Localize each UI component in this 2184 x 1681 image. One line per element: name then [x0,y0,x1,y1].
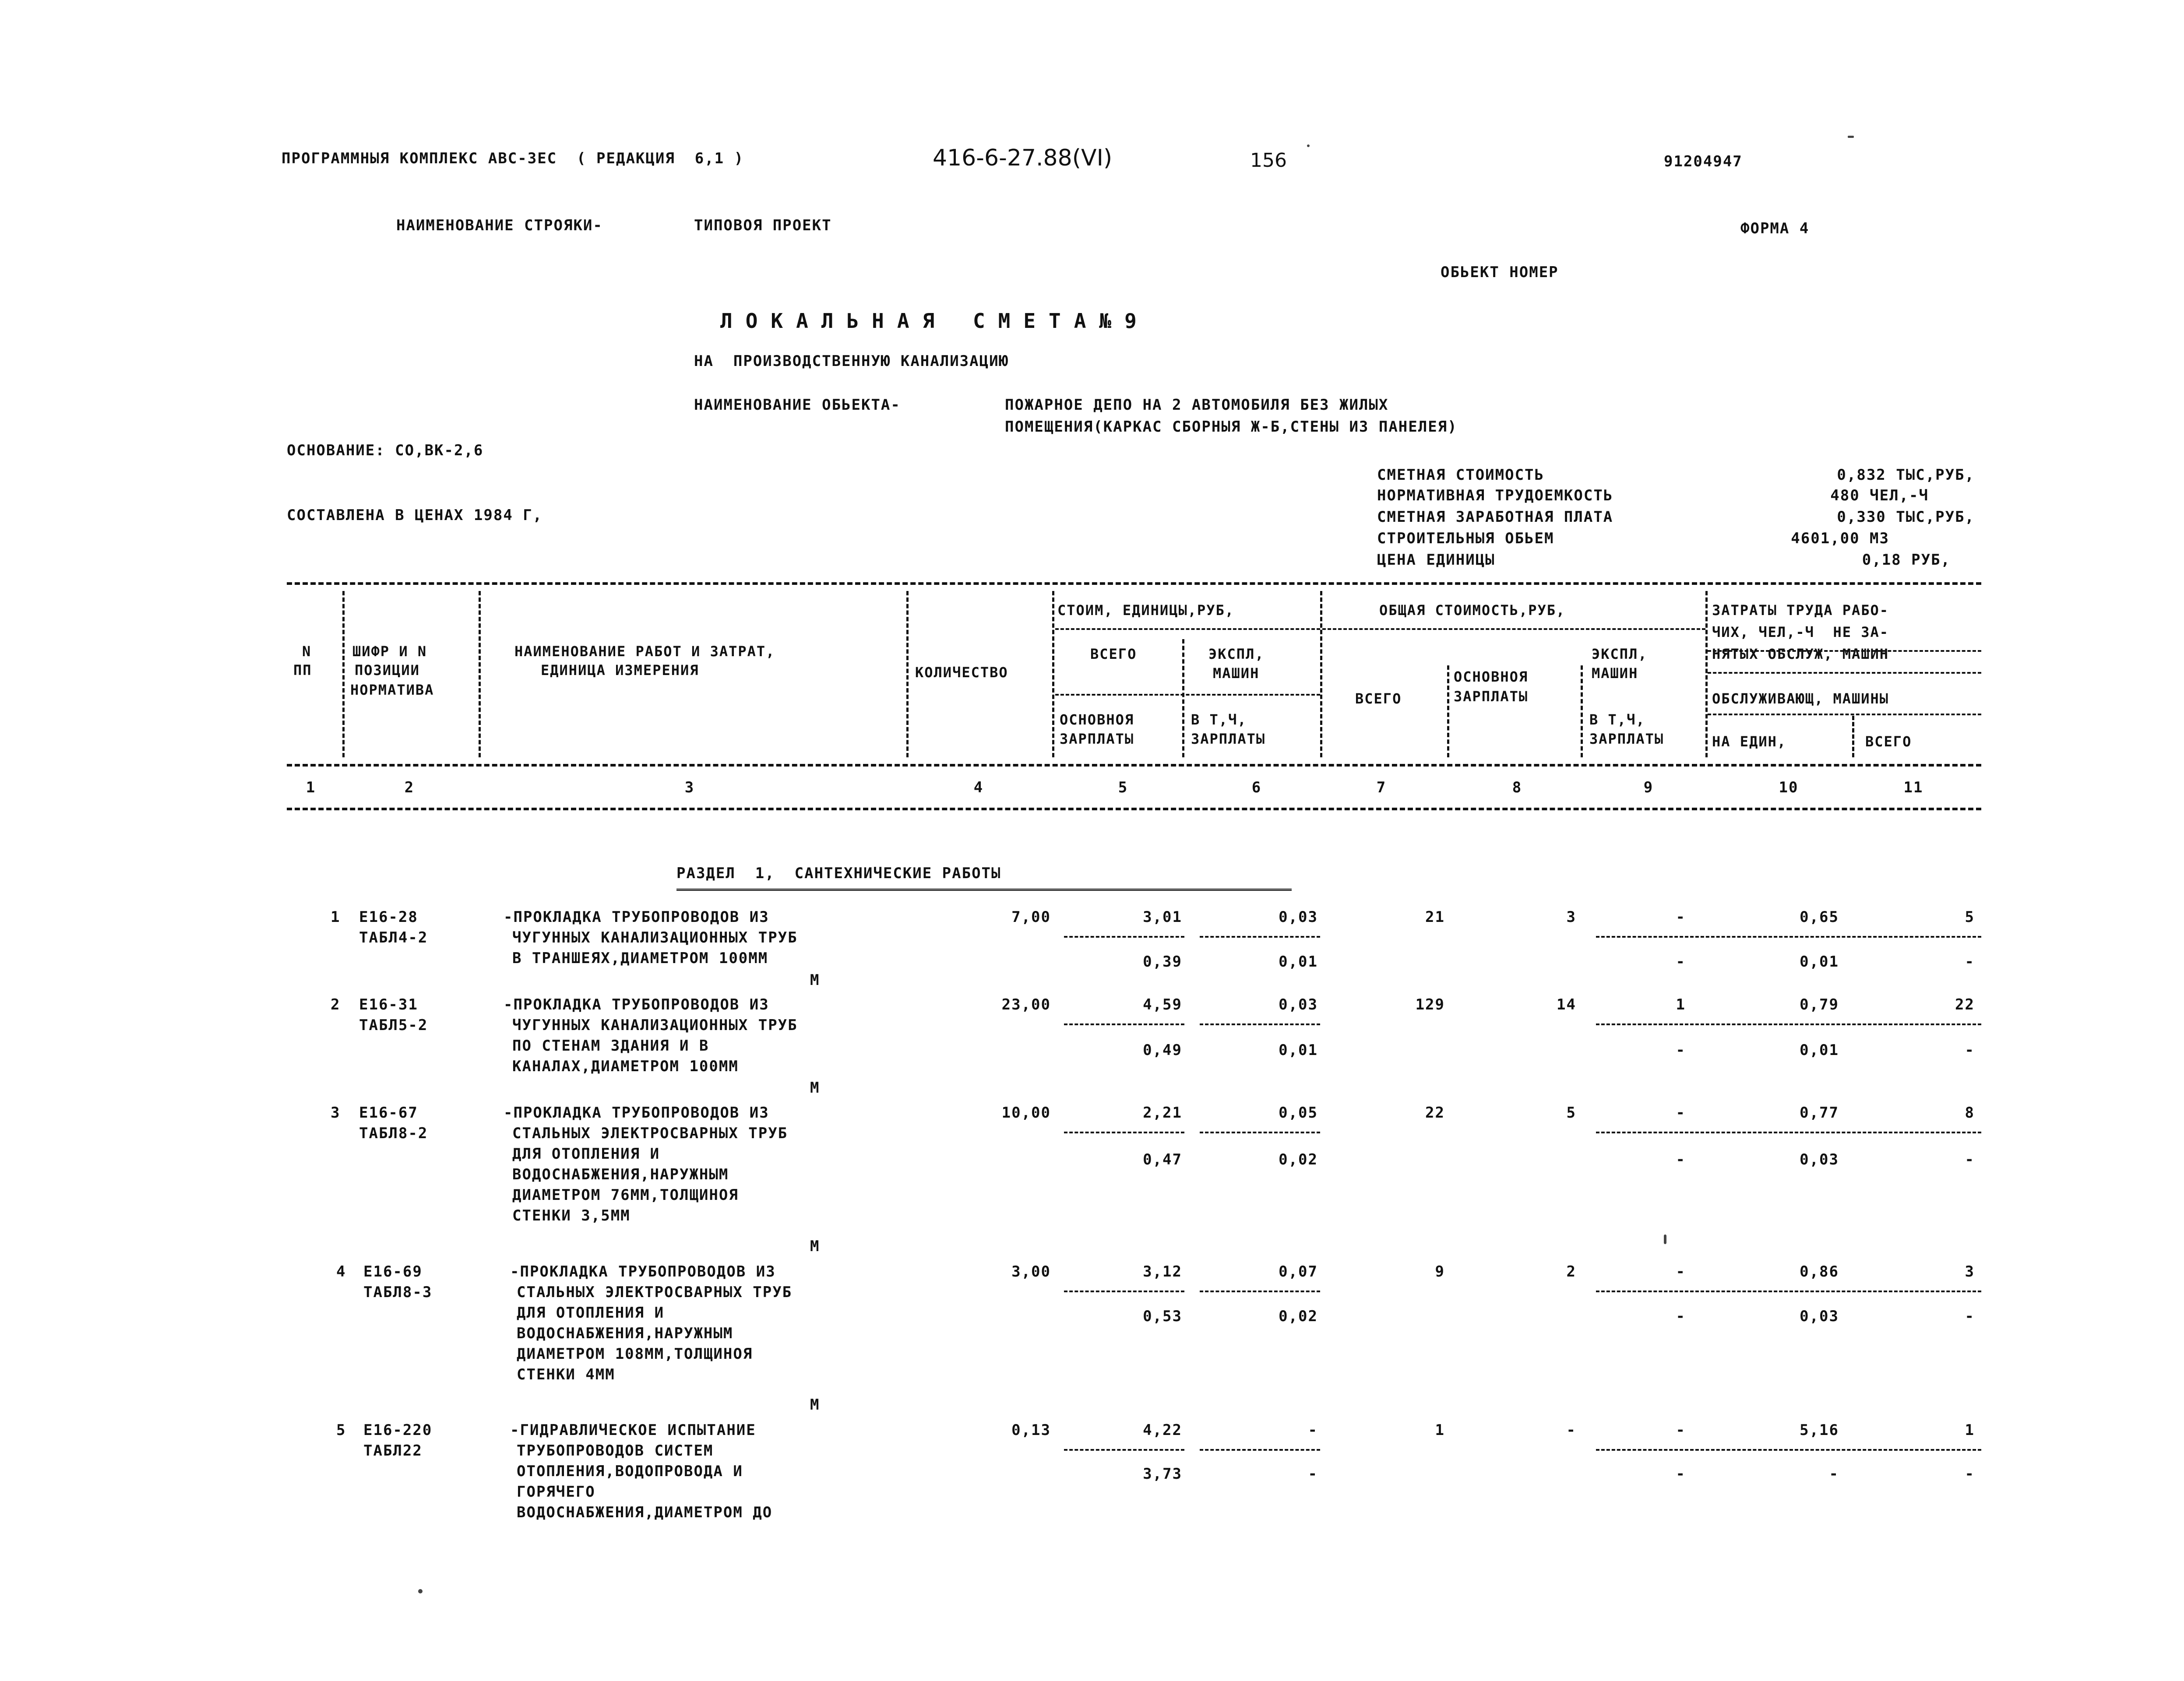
row-labor-total-machines: - [1965,1465,1975,1483]
row-unit-machines: 0,07 [1279,1263,1318,1280]
column-number: 6 [1251,779,1262,796]
section-underline [676,889,1292,891]
row-unit-base-wage: 0,47 [1143,1151,1182,1168]
header-subrule [1055,628,1320,630]
row-number: 1 [331,908,341,926]
column-number: 2 [404,779,415,796]
row-code: Е16-28 [359,908,418,926]
row-unit-incl-wage: 0,01 [1279,1041,1318,1059]
header-total-base-wage: ОСНОВНОЯ [1454,668,1529,685]
row-unit: М [810,971,820,989]
row-code: Е16-31 [359,996,418,1013]
row-unit-machines: 0,03 [1279,996,1318,1013]
summary-value: 0,832 ТЫС,РУБ, [1837,466,1975,484]
row-quantity: 23,00 [1001,996,1051,1013]
row-name: ВОДОСНАБЖЕНИЯ,ДИАМЕТРОМ ДО [517,1504,773,1521]
row-total-base-wage: 14 [1557,996,1576,1013]
row-code: Е16-220 [363,1421,433,1439]
header-unit-machines: МАШИН [1213,665,1260,682]
row-total: 22 [1425,1104,1445,1122]
row-labor-per-unit: 0,65 [1800,908,1839,926]
object-name-line2: ПОМЕЩЕНИЯ(КАРКАС СБОРНЫЯ Ж-Б,СТЕНЫ ИЗ ПАНЕЛЕЯ) [1005,418,1458,436]
summary-value: 0,330 ТЫС,РУБ, [1837,508,1975,526]
row-code: ТАБЛ5-2 [359,1016,428,1034]
row-labor-per-unit: 0,77 [1800,1104,1839,1122]
column-divider [906,591,909,757]
row-total-base-wage: - [1566,1421,1576,1439]
header-labor-total: ВСЕГО [1865,733,1912,750]
row-total-machines: - [1676,1421,1686,1439]
document-number: 91204947 [1664,153,1743,170]
object-name-label: НАИМЕНОВАНИЕ ОБЬЕКТА- [694,396,901,414]
row-rule [1200,1291,1320,1292]
row-number: 4 [336,1263,346,1280]
summary-label: НОРМАТИВНАЯ ТРУДОЕМКОСТЬ [1377,487,1613,504]
column-divider [342,591,345,757]
row-quantity: 0,13 [1011,1421,1051,1439]
estimate-title: ЛОКАЛЬНАЯ СМЕТА№9 [720,309,1150,333]
row-total: 129 [1415,996,1445,1013]
header-total-cost-group: ОБЩАЯ СТОИМОСТЬ,РУБ, [1379,602,1566,619]
row-unit-base-wage: 0,53 [1143,1308,1182,1325]
row-labor-per-unit-machines: 0,03 [1800,1308,1839,1325]
row-labor-total: 22 [1955,996,1975,1013]
estimate-basis: ОСНОВАНИЕ: СО,ВК-2,6 [287,442,484,459]
row-code: ТАБЛ8-3 [363,1284,433,1301]
summary-value: 0,18 РУБ, [1862,551,1951,569]
row-unit-machines: 0,03 [1279,908,1318,926]
row-name: ДИАМЕТРОМ 76ММ,ТОЛЩИНОЯ [512,1186,739,1204]
row-labor-per-unit: 0,86 [1800,1263,1839,1280]
row-name: В ТРАНШЕЯХ,ДИАМЕТРОМ 100ММ [512,950,768,967]
column-divider [1182,639,1184,757]
summary-label: СМЕТНАЯ ЗАРАБОТНАЯ ПЛАТА [1377,508,1613,526]
row-name: ДЛЯ ОТОПЛЕНИЯ И [517,1304,665,1322]
row-unit: М [810,1396,820,1414]
price-level: СОСТАВЛЕНА В ЦЕНАХ 1984 Г, [287,506,543,524]
row-rule [1064,1023,1184,1025]
row-name: -ПРОКЛАДКА ТРУБОПРОВОДОВ ИЗ [504,996,769,1013]
row-rule [1200,1449,1320,1451]
row-unit-machines: - [1308,1421,1318,1439]
header-col-n: N [302,643,312,660]
row-number: 5 [336,1421,346,1439]
column-number: 9 [1643,779,1654,796]
row-name: ЧУГУННЫХ КАНАЛИЗАЦИОННЫХ ТРУБ [512,1016,798,1034]
header-unit-incl-wage: ЗАРПЛАТЫ [1191,731,1266,747]
row-code: ТАБЛ8-2 [359,1125,428,1142]
header-subrule [1322,628,1705,630]
construction-value: ТИПОВОЯ ПРОЕКТ [694,217,832,234]
table-top-rule [287,582,1981,585]
object-number-label: ОБЬЕКТ НОМЕР [1441,264,1559,281]
row-labor-per-unit: 5,16 [1800,1421,1839,1439]
column-number: 1 [306,779,316,796]
header-total-all: ВСЕГО [1355,690,1402,707]
row-rule [1064,1291,1184,1292]
row-unit-base-wage: 3,73 [1143,1465,1182,1483]
row-rule [1200,1023,1320,1025]
header-total-incl-wage: В Т,Ч, [1589,711,1645,728]
row-code: Е16-67 [359,1104,418,1122]
row-labor-per-unit-machines: 0,01 [1800,1041,1839,1059]
row-labor-per-unit-machines: - [1829,1465,1839,1483]
row-unit-total: 4,59 [1143,996,1182,1013]
row-total-base-wage: 3 [1566,908,1576,926]
row-labor-total-machines: - [1965,1041,1975,1059]
object-name-line1: ПОЖАРНОЕ ДЕПО НА 2 АВТОМОБИЛЯ БЕЗ ЖИЛЫХ [1005,396,1389,414]
row-total-machines: - [1676,908,1686,926]
column-number: 4 [973,779,984,796]
column-number: 8 [1512,779,1522,796]
column-divider [1052,591,1054,757]
row-total-incl-wage: - [1676,1041,1686,1059]
row-name: СТЕНКИ 3,5ММ [512,1207,631,1224]
row-rule [1596,1023,1981,1025]
program-name: ПРОГРАММНЫЯ КОМПЛЕКС АВС-ЗЕС ( РЕДАКЦИЯ 6,1 ) [282,150,744,167]
row-unit-incl-wage: 0,02 [1279,1151,1318,1168]
row-labor-per-unit-machines: 0,03 [1800,1151,1839,1168]
row-name: ГОРЯЧЕГО [517,1483,595,1501]
row-unit-base-wage: 0,39 [1143,953,1182,971]
header-col-n: ПП [293,662,312,679]
row-labor-total-machines: - [1965,953,1975,971]
row-name: -ПРОКЛАДКА ТРУБОПРОВОДОВ ИЗ [504,1104,769,1122]
row-name: ПО СТЕНАМ ЗДАНИЯ И В [512,1037,709,1055]
row-quantity: 10,00 [1001,1104,1051,1122]
row-total: 21 [1425,908,1445,926]
row-total-incl-wage: - [1676,953,1686,971]
row-code: ТАБЛ4-2 [359,929,428,946]
column-number: 5 [1118,779,1128,796]
row-quantity: 3,00 [1011,1263,1051,1280]
column-divider [1320,591,1322,757]
summary-value: 4601,00 М3 [1791,530,1889,547]
header-unit-incl-wage: В Т,Ч, [1191,711,1247,728]
estimate-subject: НА ПРОИЗВОДСТВЕННУЮ КАНАЛИЗАЦИЮ [694,352,1009,370]
row-labor-per-unit: 0,79 [1800,996,1839,1013]
row-rule [1064,936,1184,938]
row-labor-per-unit-machines: 0,01 [1800,953,1839,971]
header-labor-group: ЗАТРАТЫ ТРУДА РАБО- [1712,602,1889,619]
column-divider [1705,591,1708,757]
column-number: 3 [684,779,695,796]
row-rule [1596,1291,1981,1292]
row-code: ТАБЛ22 [363,1442,423,1459]
row-labor-total: 3 [1965,1263,1975,1280]
column-numbers-rule [287,808,1981,810]
form-number: ФОРМА 4 [1740,220,1810,237]
row-name: СТАЛЬНЫХ ЭЛЕКТРОСВАРНЫХ ТРУБ [512,1125,788,1142]
row-labor-total-machines: - [1965,1308,1975,1325]
row-total-base-wage: 5 [1566,1104,1576,1122]
scan-speck [1848,136,1854,138]
row-total: 1 [1435,1421,1445,1439]
row-unit-incl-wage: 0,01 [1279,953,1318,971]
header-unit-base-wage: ЗАРПЛАТЫ [1060,731,1134,747]
scan-speck [1307,144,1310,147]
row-name: -ПРОКЛАДКА ТРУБОПРОВОДОВ ИЗ [510,1263,776,1280]
row-unit-incl-wage: 0,02 [1279,1308,1318,1325]
row-unit: М [810,1079,820,1097]
row-rule [1200,1132,1320,1133]
header-labor-per-unit: НА ЕДИН, [1712,733,1787,750]
column-divider [1581,665,1583,757]
row-total-incl-wage: - [1676,1151,1686,1168]
header-total-machines: МАШИН [1592,665,1638,682]
row-total-machines: - [1676,1104,1686,1122]
row-number: 2 [331,996,341,1013]
row-name: ТРУБОПРОВОДОВ СИСТЕМ [517,1442,714,1459]
row-unit-total: 2,21 [1143,1104,1182,1122]
construction-label: НАИМЕНОВАНИЕ СТРОЯКИ- [396,217,603,234]
header-bottom-rule [287,764,1981,767]
row-rule [1064,1449,1184,1451]
column-divider [1447,665,1449,757]
row-unit-total: 3,12 [1143,1263,1182,1280]
summary-label: СТРОИТЕЛЬНЫЯ ОБЬЕМ [1377,530,1554,547]
summary-value: 480 ЧЕЛ,-Ч [1830,487,1929,504]
header-labor-group: ЧИХ, ЧЕЛ,-Ч НЕ ЗА- [1712,624,1889,640]
scan-speck [418,1589,423,1593]
section-title: РАЗДЕЛ 1, САНТЕХНИЧЕСКИЕ РАБОТЫ [676,865,1001,882]
header-labor-group: НЯТЫХ ОБСЛУЖ, МАШИН [1712,646,1889,662]
row-unit-incl-wage: - [1308,1465,1318,1483]
row-name: ВОДОСНАБЖЕНИЯ,НАРУЖНЫМ [517,1325,733,1342]
row-rule [1596,1132,1981,1133]
row-name: ОТОПЛЕНИЯ,ВОДОПРОВОДА И [517,1463,743,1480]
scan-speck [1664,1234,1666,1244]
row-number: 3 [331,1104,341,1122]
row-unit-base-wage: 0,49 [1143,1041,1182,1059]
header-subrule [1055,694,1320,696]
row-labor-total: 1 [1965,1421,1975,1439]
header-col-name: ЕДИНИЦА ИЗМЕРЕНИЯ [541,662,699,679]
row-code: Е16-69 [363,1263,423,1280]
row-total: 9 [1435,1263,1445,1280]
header-col-quantity: КОЛИЧЕСТВО [915,664,1008,681]
row-name: ДЛЯ ОТОПЛЕНИЯ И [512,1145,660,1163]
header-unit-base-wage: ОСНОВНОЯ [1060,711,1134,728]
row-total-machines: 1 [1676,996,1686,1013]
row-rule [1596,1449,1981,1451]
header-unit-total: ВСЕГО [1090,646,1137,662]
row-rule [1200,936,1320,938]
header-subrule [1708,672,1981,674]
row-name: ЧУГУННЫХ КАНАЛИЗАЦИОННЫХ ТРУБ [512,929,798,946]
row-name: -ГИДРАВЛИЧЕСКОЕ ИСПЫТАНИЕ [510,1421,756,1439]
page-number: 156 [1250,149,1287,172]
header-subrule [1708,714,1981,715]
row-unit-machines: 0,05 [1279,1104,1318,1122]
row-total-base-wage: 2 [1566,1263,1576,1280]
column-divider [479,591,481,757]
row-rule [1596,936,1981,938]
row-labor-total: 5 [1965,908,1975,926]
header-total-incl-wage: ЗАРПЛАТЫ [1589,731,1664,747]
header-col-code: ПОЗИЦИИ [355,662,420,679]
project-code: 416-6-27.88(VI) [933,145,1113,171]
row-name: СТАЛЬНЫХ ЭЛЕКТРОСВАРНЫХ ТРУБ [517,1284,793,1301]
row-name: ДИАМЕТРОМ 108ММ,ТОЛЩИНОЯ [517,1345,753,1363]
row-name: КАНАЛАХ,ДИАМЕТРОМ 100ММ [512,1058,739,1075]
header-unit-cost-group: СТОИМ, ЕДИНИЦЫ,РУБ, [1057,602,1235,619]
row-labor-total-machines: - [1965,1151,1975,1168]
summary-label: СМЕТНАЯ СТОИМОСТЬ [1377,466,1544,484]
row-unit: М [810,1238,820,1255]
header-total-base-wage: ЗАРПЛАТЫ [1454,688,1529,705]
row-unit-total: 3,01 [1143,908,1182,926]
row-name: ВОДОСНАБЖЕНИЯ,НАРУЖНЫМ [512,1166,729,1183]
row-name: -ПРОКЛАДКА ТРУБОПРОВОДОВ ИЗ [504,908,769,926]
column-divider [1852,716,1854,757]
row-labor-total: 8 [1965,1104,1975,1122]
row-total-incl-wage: - [1676,1308,1686,1325]
header-col-name: НАИМЕНОВАНИЕ РАБОТ И ЗАТРАТ, [514,643,775,660]
header-total-machines: ЭКСПЛ, [1592,646,1648,662]
row-total-machines: - [1676,1263,1686,1280]
header-col-code: ШИФР И N [352,643,427,660]
row-quantity: 7,00 [1011,908,1051,926]
column-number: 7 [1376,779,1387,796]
header-unit-machines: ЭКСПЛ, [1208,646,1265,662]
column-number: 10 [1779,779,1799,796]
row-total-incl-wage: - [1676,1465,1686,1483]
row-rule [1064,1132,1184,1133]
header-labor-service: ОБСЛУЖИВАЮЩ, МАШИНЫ [1712,690,1889,707]
row-unit-total: 4,22 [1143,1421,1182,1439]
row-name: СТЕНКИ 4ММ [517,1366,615,1383]
column-number: 11 [1903,779,1923,796]
summary-label: ЦЕНА ЕДИНИЦЫ [1377,551,1495,569]
header-col-code: НОРМАТИВА [350,682,434,698]
